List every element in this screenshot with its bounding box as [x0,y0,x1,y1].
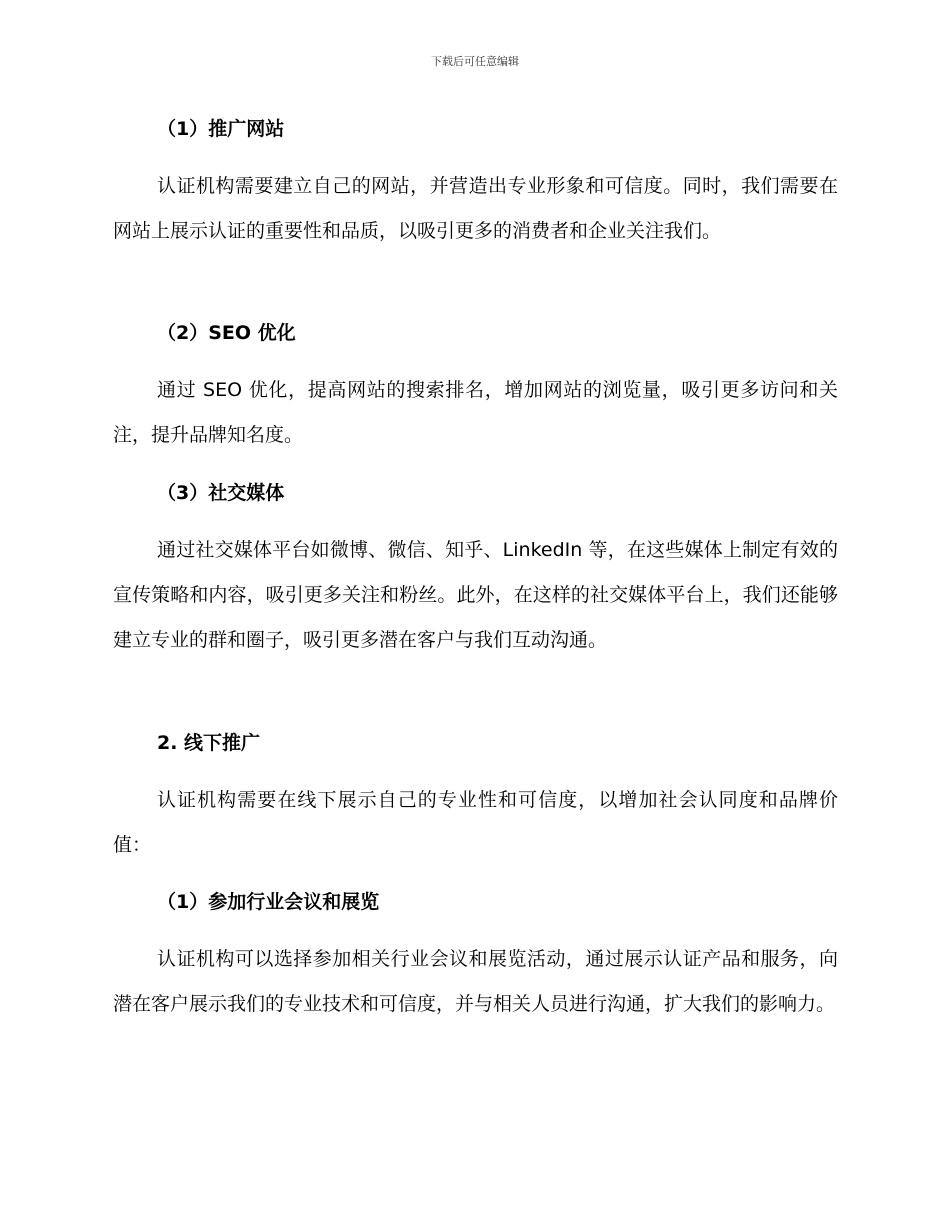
paragraph-industry-events: 认证机构可以选择参加相关行业会议和展览活动，通过展示认证产品和服务，向潜在客户展示我们的专业技术和可信度，并与相关人员进行沟通，扩大我们的影响力。 [113,948,838,1015]
paragraph-seo: 通过 SEO 优化，提高网站的搜索排名，增加网站的浏览量，吸引更多访问和关注，提升品牌知名度。 [113,379,838,446]
page-header: 下载后可任意编辑 [431,55,519,68]
heading-social-media: （3）社交媒体 [157,482,285,504]
paragraph-offline-promotion: 认证机构需要在线下展示自己的专业性和可信度，以增加社会认同度和品牌价值： [113,789,838,856]
paragraph-promote-website: 认证机构需要建立自己的网站，并营造出专业形象和可信度。同时，我们需要在网站上展示认证的重要性和品质，以吸引更多的消费者和企业关注我们。 [113,175,838,242]
paragraph-social-media: 通过社交媒体平台如微博、微信、知乎、LinkedIn 等，在这些媒体上制定有效的宣传策略和内容，吸引更多关注和粉丝。此外，在这样的社交媒体平台上，我们还能够建立专业的群和圈子，吸引更多潜在客户与我们互动沟通。 [113,539,838,651]
heading-promote-website: （1）推广网站 [157,118,285,140]
heading-offline-promotion: 2. 线下推广 [157,732,261,754]
heading-industry-events: （1）参加行业会议和展览 [157,891,380,913]
heading-seo: （2）SEO 优化 [157,322,296,344]
